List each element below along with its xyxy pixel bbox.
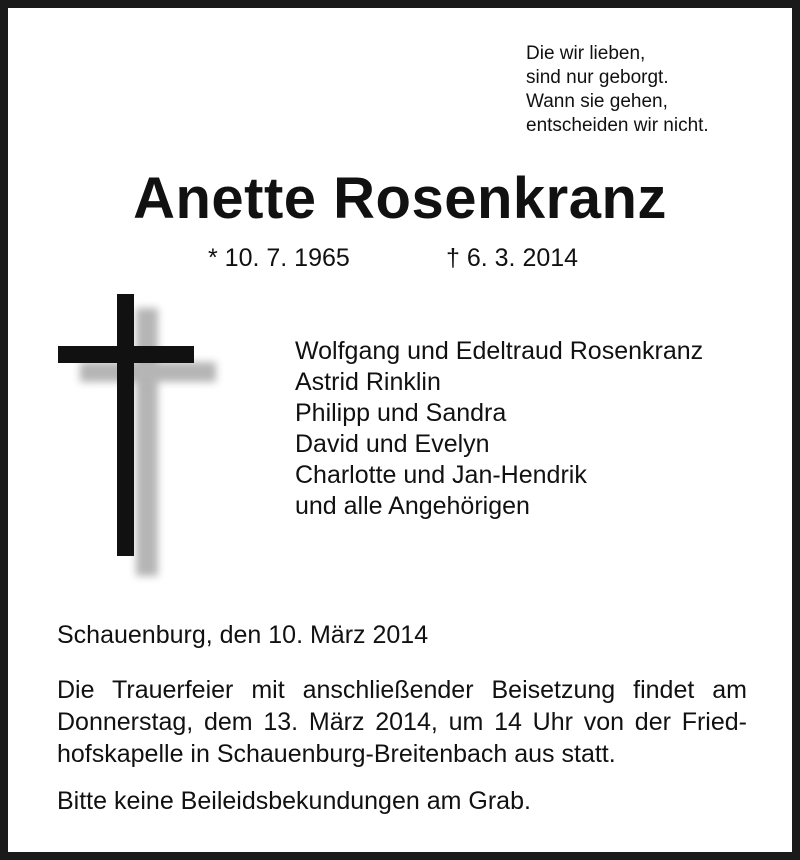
deceased-name: Anette Rosenkranz	[133, 166, 667, 231]
ceremony-line: Donnerstag, dem 13. März 2014, um 14 Uhr von der Fried-	[57, 708, 747, 736]
motto-verse	[526, 42, 709, 138]
ceremony-line: Die Trauerfeier mit anschließender Beisetzung findet am	[57, 676, 747, 704]
place-and-date: Schauenburg, den 10. März 2014	[57, 621, 429, 649]
condolence-note: Bitte keine Beileidsbekundungen am Grab.	[57, 787, 531, 815]
mourner-entry: Wolfgang und Edeltraud Rosenkranz	[295, 337, 704, 365]
motto-line: entscheiden wir nicht.	[526, 115, 709, 136]
cross-horizontal-bar	[58, 346, 194, 363]
mourners-list	[295, 336, 703, 522]
mourner-entry: und alle Angehörigen	[295, 492, 530, 520]
death-date: † 6. 3. 2014	[446, 244, 579, 272]
mourner-entry: Charlotte und Jan-Hendrik	[295, 461, 587, 489]
birth-date: * 10. 7. 1965	[208, 244, 350, 272]
motto-line: sind nur geborgt.	[526, 67, 669, 88]
mourner-entry: Philipp und Sandra	[295, 399, 507, 427]
mourner-entry: David und Evelyn	[295, 430, 490, 458]
motto-line: Wann sie gehen,	[526, 91, 668, 112]
cross-shadow-horizontal	[80, 362, 216, 382]
mourner-entry: Astrid Rinklin	[295, 368, 441, 396]
ceremony-line: hofskapelle in Schauenburg-Breitenbach aus statt.	[57, 740, 616, 768]
motto-line: Die wir lieben,	[526, 43, 646, 64]
cross-vertical-bar	[117, 294, 134, 556]
ceremony-announcement	[57, 674, 747, 770]
